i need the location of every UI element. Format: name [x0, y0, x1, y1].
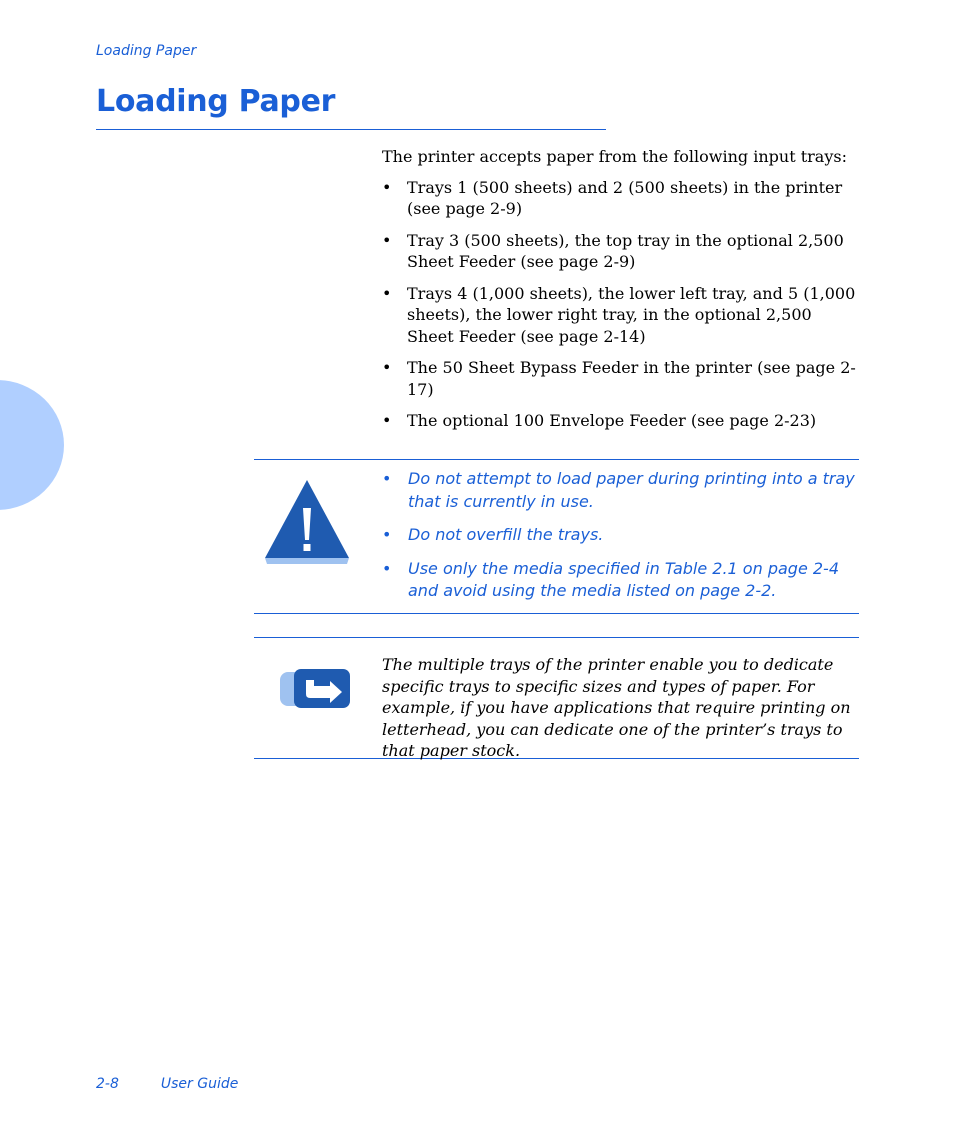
list-item — [382, 230, 862, 273]
page-footer — [96, 1076, 238, 1092]
bullet: • — [382, 230, 392, 250]
warning-triangle-icon — [263, 478, 351, 566]
list-item — [382, 410, 862, 432]
list-item — [382, 283, 862, 348]
list-item-text: The 50 Sheet Bypass Feeder in the printer (see page 2-17) — [407, 358, 856, 399]
intro-text: The printer accepts paper from the following input trays: — [382, 147, 847, 166]
title-rule — [96, 129, 606, 130]
list-item-text: Trays 1 (500 sheets) and 2 (500 sheets) in the printer (see page 2-9) — [407, 177, 843, 218]
bullet: • — [382, 177, 392, 197]
bullet: • — [382, 283, 392, 303]
note-box — [254, 637, 859, 759]
warning-list — [382, 468, 860, 614]
list-item-text: Tray 3 (500 sheets), the top tray in the optional 2,500 Sheet Feeder (see page 2-9) — [407, 230, 844, 271]
list-item — [382, 177, 862, 220]
warning-item — [382, 558, 860, 603]
footer-guide-title: User Guide — [160, 1076, 239, 1092]
warning-text: Use only the media specified in Table 2.1 on page 2-4 and avoid using the media listed on page 2-2. — [408, 558, 839, 600]
list-item-text: Trays 4 (1,000 sheets), the lower left tray, and 5 (1,000 sheets), the lower right tray, in the optional 2,500 Sheet Feeder (see page 2-14) — [407, 283, 856, 346]
warning-item — [382, 524, 860, 547]
page-number: 2-8 — [96, 1076, 119, 1092]
running-header: Loading Paper — [96, 43, 197, 59]
note-arrow-icon — [280, 668, 352, 710]
warning-item — [382, 468, 860, 513]
page-title: Loading Paper — [96, 84, 336, 119]
list-item — [382, 357, 862, 400]
warning-text: Do not overfill the trays. — [408, 525, 604, 544]
warning-box — [254, 459, 859, 614]
bullet: • — [382, 525, 392, 544]
bullet: • — [382, 411, 392, 430]
bullet: • — [382, 558, 392, 578]
bullet: • — [382, 358, 392, 377]
chapter-tab — [0, 380, 64, 510]
main-content — [382, 146, 862, 442]
note-text: The multiple trays of the printer enable you to dedicate specific trays to specific sizes and types of paper. For example, if you have applications that require printing on letterhead, you can dedicate one of the printer’s trays to that paper stock. — [382, 655, 851, 760]
warning-text: Do not attempt to load paper during printing into a tray that is currently in use. — [408, 469, 855, 511]
bullet: • — [382, 469, 392, 488]
tray-list — [382, 177, 862, 432]
list-item-text: The optional 100 Envelope Feeder (see page 2-23) — [407, 411, 817, 430]
